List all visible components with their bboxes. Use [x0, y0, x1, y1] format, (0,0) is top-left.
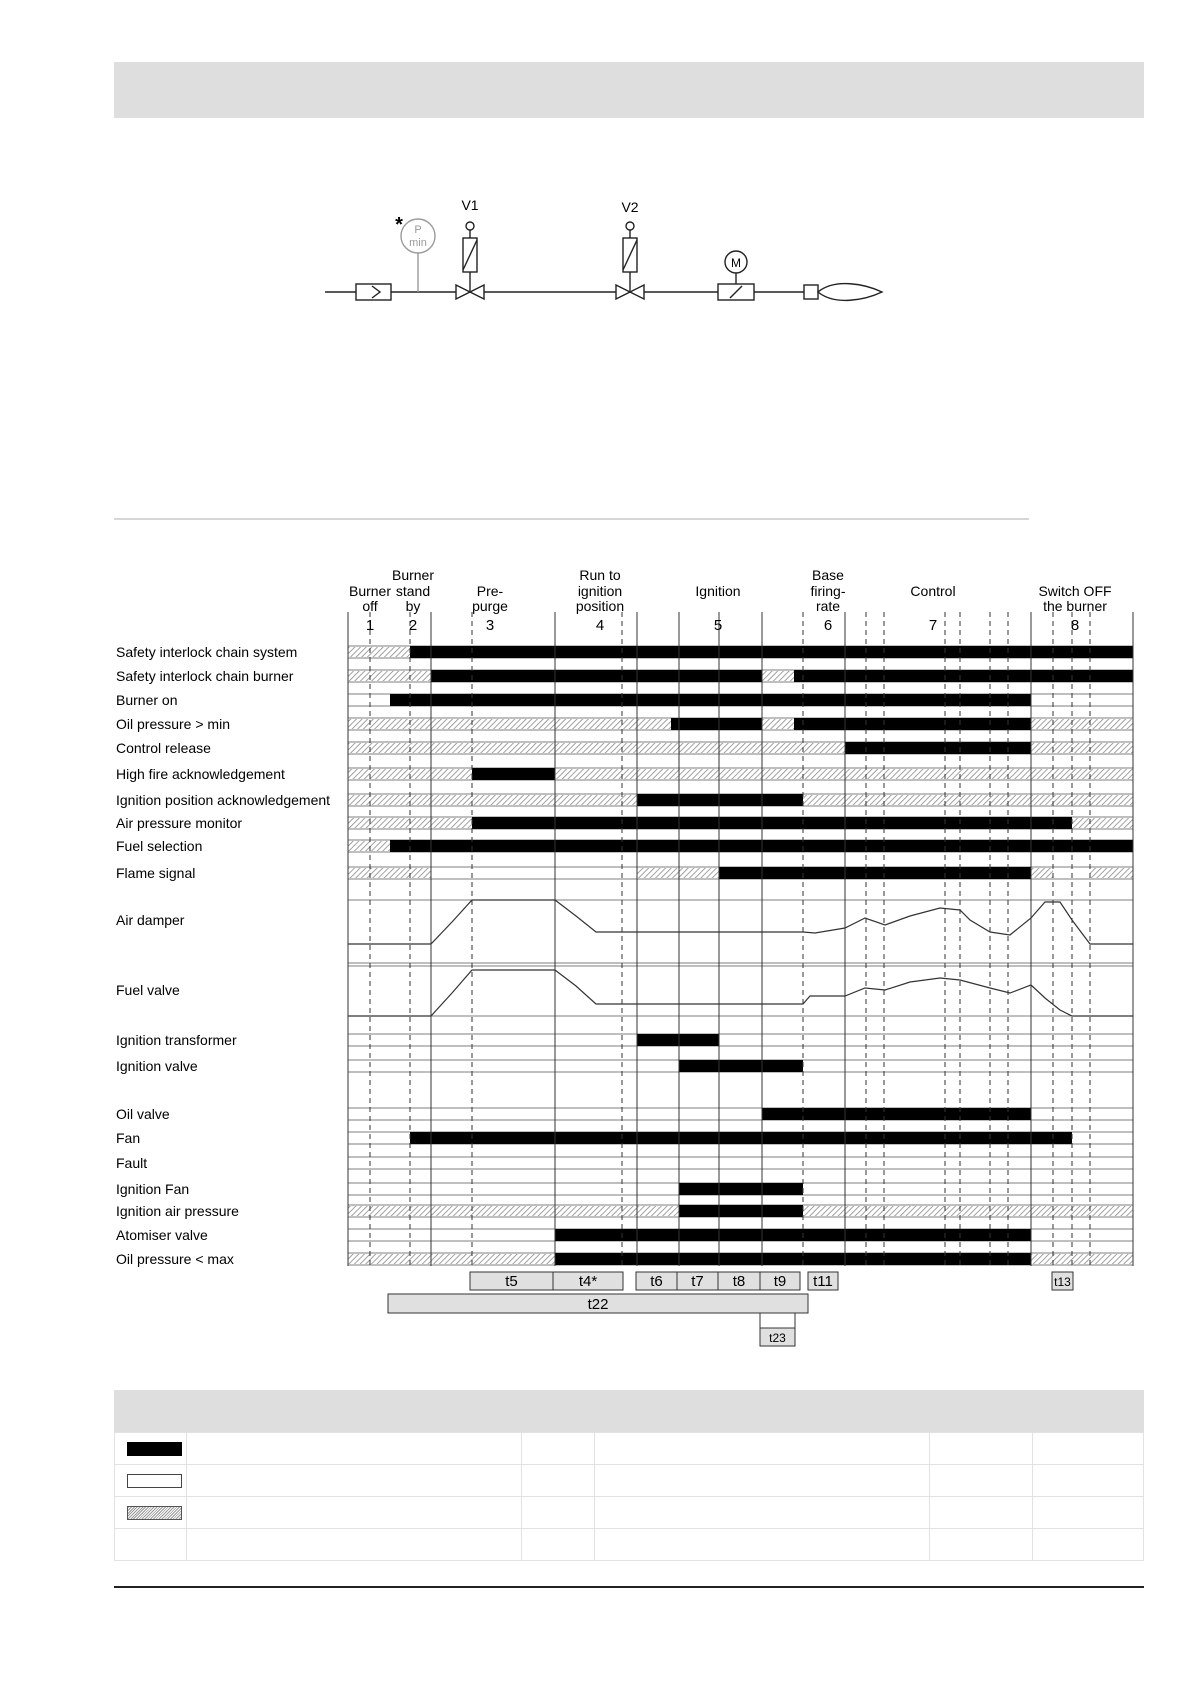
signal-active-bar [637, 1034, 719, 1046]
undefined-signal-swatch-icon [127, 1506, 182, 1520]
phase-number-1: 1 [365, 617, 375, 634]
signal-active-bar [845, 742, 1031, 754]
phase-number-3: 3 [485, 617, 495, 634]
phase-number-8: 8 [1070, 617, 1080, 634]
phase-label-2: by [405, 598, 421, 614]
signal-label-ignition-transformer: Ignition transformer [116, 1032, 237, 1048]
timing-diagram [116, 567, 1133, 1346]
signal-active-bar [794, 718, 1031, 730]
signal-undefined-bar [348, 1206, 679, 1216]
legend-row-inactive [115, 1465, 1144, 1497]
signal-label-control-release: Control release [116, 740, 211, 756]
timer-label-t9: t9 [773, 1273, 787, 1290]
legend-header-bar [114, 1390, 1144, 1432]
signal-undefined-bar [348, 841, 390, 851]
phase-label-6: Base [812, 567, 844, 583]
phase-label-2: stand [395, 583, 431, 599]
signal-undefined-bar [1072, 818, 1133, 828]
phase-label-8: the burner [1043, 598, 1107, 614]
signal-undefined-bar [637, 868, 719, 878]
legend-row-active [115, 1433, 1144, 1465]
valve-train-schematic [325, 219, 882, 300]
signal-active-bar [410, 1132, 1072, 1144]
phase-label-5: Ignition [695, 583, 741, 599]
legend-grid [114, 1432, 1144, 1561]
signal-label-ignition-position-acknowledgement: Ignition position acknowledgement [116, 792, 331, 808]
signal-label-safety-interlock-chain-system: Safety interlock chain system [116, 644, 298, 660]
oil-filter-icon [356, 284, 391, 300]
valve-v1-icon [456, 222, 484, 299]
section-divider [114, 518, 1029, 520]
phase-number-6: 6 [823, 617, 833, 634]
phase-label-2: Burner [391, 567, 435, 583]
valve-v1-label: V1 [461, 197, 479, 213]
signal-label-ignition-air-pressure: Ignition air pressure [116, 1203, 239, 1219]
signal-label-fault: Fault [116, 1155, 148, 1171]
signal-label-fuel-valve: Fuel valve [116, 982, 180, 998]
signal-undefined-bar [803, 1206, 1133, 1216]
phase-label-6: rate [815, 598, 841, 614]
signal-undefined-bar [1090, 868, 1133, 878]
phase-number-5: 5 [713, 617, 723, 634]
signal-active-bar [637, 794, 803, 806]
signal-active-bar [719, 867, 1031, 879]
signal-undefined-bar [1031, 868, 1053, 878]
legend-row-empty [115, 1529, 1144, 1561]
signal-label-air-damper: Air damper [116, 912, 185, 928]
signal-label-safety-interlock-chain-burner: Safety interlock chain burner [116, 668, 294, 684]
inactive-signal-swatch-icon [127, 1474, 182, 1488]
signal-undefined-bar [803, 795, 1133, 805]
signal-label-oil-valve: Oil valve [116, 1106, 170, 1122]
phase-label-4: ignition [577, 583, 623, 599]
signal-undefined-bar [762, 719, 794, 729]
phase-label-4: Run to [579, 567, 621, 583]
signal-active-bar [431, 670, 762, 682]
legend-row-undefined [115, 1497, 1144, 1529]
signal-label-ignition-valve: Ignition valve [116, 1058, 198, 1074]
phase-label-4: position [575, 598, 625, 614]
signal-undefined-bar [1031, 1254, 1133, 1264]
air-damper-trace [348, 900, 1133, 944]
signal-undefined-bar [348, 868, 431, 878]
fuel-valve-trace [348, 970, 1133, 1016]
signal-undefined-bar [555, 769, 1133, 779]
signal-active-bar [679, 1183, 803, 1195]
phase-label-8: Switch OFF [1038, 583, 1112, 599]
signal-undefined-bar [348, 743, 845, 753]
signal-label-ignition-fan: Ignition Fan [116, 1181, 190, 1197]
signal-undefined-bar [348, 795, 637, 805]
signal-label-high-fire-acknowledgement: High fire acknowledgement [116, 766, 285, 782]
timer-label-t7: t7 [691, 1273, 704, 1290]
signal-label-fan: Fan [116, 1130, 141, 1146]
signal-active-bar [671, 718, 762, 730]
signal-undefined-bar [348, 671, 431, 681]
signal-active-bar [390, 694, 1031, 706]
signal-undefined-bar [348, 1254, 555, 1264]
phase-number-7: 7 [928, 617, 938, 634]
phase-label-1: Burner [348, 583, 392, 599]
signal-active-bar [410, 646, 1133, 658]
signal-undefined-bar [1031, 743, 1133, 753]
signal-label-burner-on: Burner on [116, 692, 178, 708]
signal-active-bar [472, 817, 1072, 829]
signal-label-air-pressure-monitor: Air pressure monitor [116, 815, 243, 831]
signal-label-oil-pressure-max: Oil pressure < max [116, 1251, 234, 1267]
signal-active-bar [679, 1060, 803, 1072]
phase-label-3: Pre- [476, 583, 504, 599]
motor-label: M [731, 256, 741, 270]
timer-label-t6: t6 [650, 1273, 663, 1290]
signal-active-bar [472, 768, 555, 780]
signal-label-oil-pressure-min: Oil pressure > min [116, 716, 230, 732]
phase-label-1: off [362, 598, 378, 614]
phase-label-6: firing- [810, 583, 846, 599]
timer-label-t5: t5 [505, 1273, 518, 1290]
legend-table [114, 1390, 1144, 1561]
timer-label-t22: t22 [587, 1296, 609, 1313]
footer-rule [114, 1586, 1144, 1588]
signal-undefined-bar [348, 647, 410, 657]
valve-v2-icon [616, 222, 644, 299]
signal-label-flame-signal: Flame signal [116, 865, 196, 881]
signal-active-bar [679, 1205, 803, 1217]
timer-label-t4: t4* [578, 1273, 598, 1290]
pressure-switch-label-bottom: min [409, 237, 427, 249]
valve-v2-label: V2 [621, 199, 639, 215]
phase-number-2: 2 [408, 617, 418, 634]
timer-label-t11: t11 [813, 1273, 833, 1290]
active-signal-swatch-icon [127, 1442, 182, 1456]
phase-number-4: 4 [595, 617, 605, 634]
signal-label-fuel-selection: Fuel selection [116, 838, 203, 854]
burner-nozzle-icon [804, 284, 882, 301]
phase-label-3: purge [472, 598, 508, 614]
timer-label-t8: t8 [732, 1273, 746, 1290]
signal-undefined-bar [1031, 719, 1133, 729]
timer-label-t13: t13 [1054, 1275, 1071, 1289]
signal-active-bar [762, 1108, 1031, 1120]
asterisk-marker: * [395, 214, 403, 236]
phase-label-7: Control [910, 583, 956, 599]
signal-undefined-bar [762, 671, 794, 681]
signal-undefined-bar [348, 719, 671, 729]
timer-label-t23: t23 [769, 1331, 786, 1345]
signal-label-atomiser-valve: Atomiser valve [116, 1227, 208, 1243]
pressure-switch-label-top: P [414, 224, 422, 236]
